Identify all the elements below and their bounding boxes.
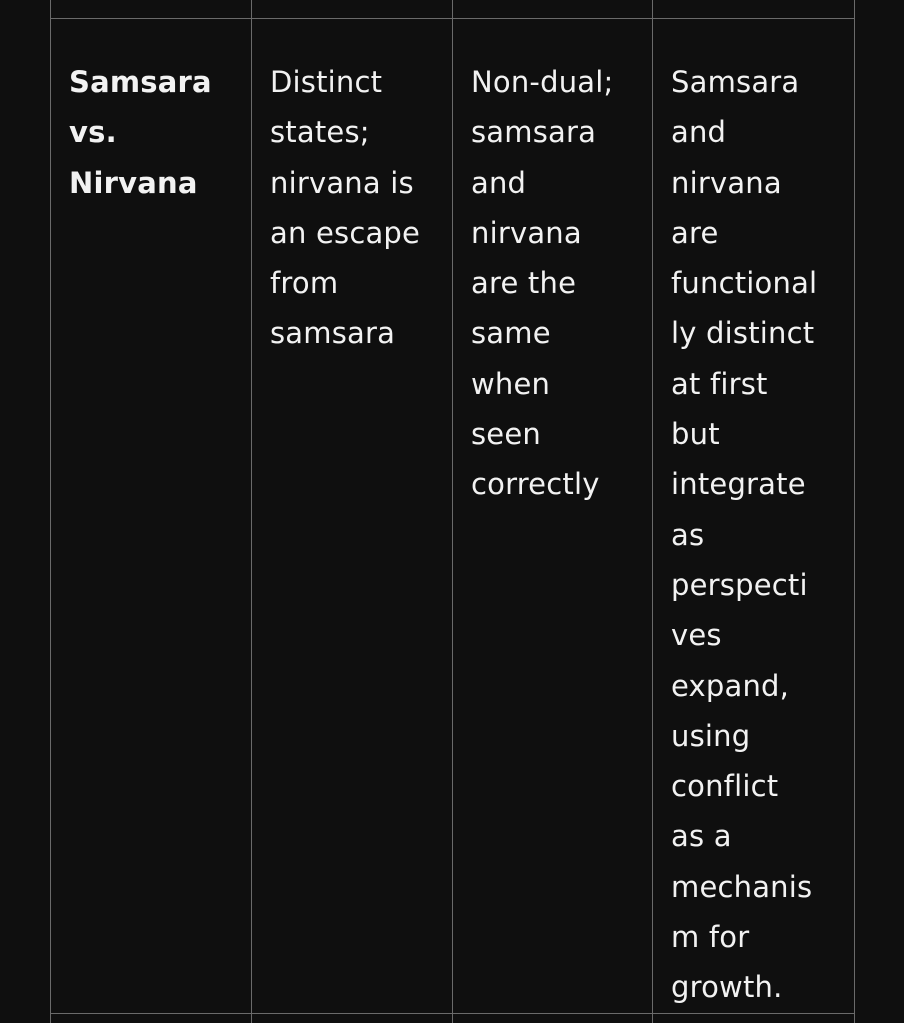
table-cell-col-2 — [252, 19, 453, 1014]
previous-table-row — [51, 0, 855, 19]
table-cell — [453, 0, 653, 19]
table-cell-col-3 — [453, 19, 653, 1014]
table-cell — [252, 0, 453, 19]
row-header-cell — [51, 19, 252, 1014]
table-cell-col-4 — [653, 19, 855, 1014]
comparison-table — [50, 0, 854, 1023]
row-header-label: Samsara vs. Nirvana — [69, 65, 212, 200]
table-cell — [51, 1013, 252, 1023]
cell-text: Samsara and nirvana are functional ly distinct at first but integrate as perspecti ves expand, using conflict as a mechanis m for growth. — [671, 65, 818, 1005]
table-cell — [653, 0, 855, 19]
table-cell — [252, 1013, 453, 1023]
table — [50, 0, 855, 1023]
cell-text: Distinct states; nirvana is an escape from samsara — [270, 65, 421, 351]
cell-text: Non-dual; samsara and nirvana are the same when seen correctly — [471, 65, 614, 502]
table-cell — [51, 0, 252, 19]
table-cell — [453, 1013, 653, 1023]
table-cell — [653, 1013, 855, 1023]
table-row — [51, 19, 855, 1014]
next-table-row — [51, 1013, 855, 1023]
